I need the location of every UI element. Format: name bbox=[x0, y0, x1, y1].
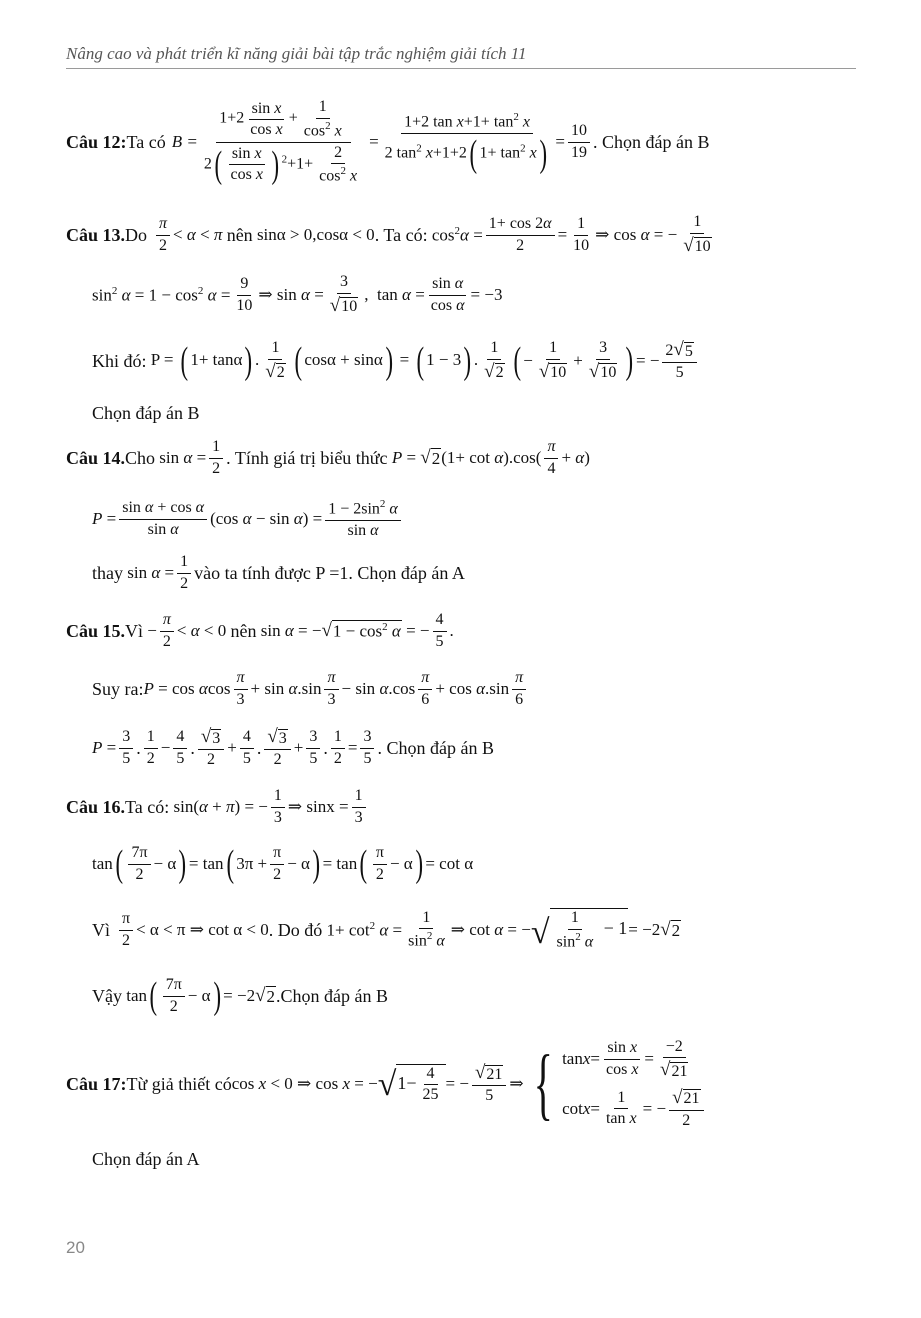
q13-do: Do bbox=[125, 224, 148, 245]
q16-vay: Vậy bbox=[92, 985, 122, 1006]
q15-label: Câu 15. bbox=[66, 620, 126, 641]
q15-line3: P = $\frac{3}{5}$ . 1 2 − $\frac{4}{5}$ . √ 3 2 + $\frac{4}{5}$ . √ 3 2 + $\frac{3}{5}$ . $\frac{1}{2}$ = $\frac{3}{5}$ . Chọn đáp án B bbox=[92, 726, 494, 769]
q16-line4: Vậy tan ( 7π 2 − α ) = −2 √ 2 .Chọn đáp án B bbox=[92, 975, 389, 1017]
q16-line2: tan ( 7π 2 − α ) = tan ( 3π + $\frac{\pi}{2}$ − α ) = tan ( π 2 − α ) = cot α bbox=[92, 843, 474, 885]
q17-line1: Câu 17: Từ giả thiết có cos x < 0 ⇒ cos x = − √ 1− $\frac{4}{25}$ = − √ 21 5 ⇒ { tan x = sin x cos x = −2 √ 21 cot x = 1 tan x = − √ 21 2 bbox=[66, 1032, 707, 1136]
q15-line1: Câu 15. Vì − $\frac{\pi}{2}$ < α < 0 nên sin α = − √ $1 - \cos^2 \alpha$ = − $\frac{4}{5}$ . bbox=[66, 611, 454, 650]
q14-line2: P = $\frac{\text{sin α + cos α}}{\text{sin α}}$ (cos α − sin α) = $\frac{1 - 2\sin^2 \alpha}{\text{sin α}}$ bbox=[92, 496, 404, 542]
q16-label: Câu 16. bbox=[66, 796, 126, 817]
q13-line1: Câu 13. Do π 2 < α < π nên sinα > 0,cosα < 0 . Ta có: $\cos^2\alpha$ = $\frac{1+ \cos 2\alpha}{2}$ = $\frac{1}{10}$ ⇒ cos α = − 1 √ 10 bbox=[66, 213, 711, 256]
q12-label: Câu 12: bbox=[66, 131, 127, 152]
q17-label: Câu 17: bbox=[66, 1073, 127, 1094]
q14-line1: Câu 14. Cho sin α = $\frac{1}{2}$ . Tính giá trị biểu thức P = √ 2 (1+ cot α).cos( π 4 + α) bbox=[66, 438, 590, 477]
q14-vao: vào ta tính được P =1. Chọn đáp án A bbox=[194, 562, 465, 583]
q15-vi: Vì bbox=[125, 620, 144, 641]
q13-ta-co: . Ta có: bbox=[374, 224, 428, 245]
q14-label: Câu 14. bbox=[66, 447, 126, 468]
q16-line3: Vì π 2 < α < π ⇒ cot α < 0 . Do đó $1+ \cot^2 \alpha$ = $\frac{1}{\sin^2 \alpha}$ ⇒ cot α = − √ $\frac{1}{\sin^2 \alpha}$ − 1 = −2 √ 2 bbox=[92, 908, 681, 951]
q16-do-do: . Do đó bbox=[268, 919, 323, 940]
q14-tinh: . Tính giá trị biểu thức bbox=[226, 447, 388, 468]
q13-answer-line bbox=[92, 400, 200, 426]
q13-line2: $\sin^2 \alpha = 1 - \cos^2 \alpha$ = $\frac{9}{10}$ ⇒ sin α = 3 √ 10 , tan α = $\frac{\text{sin α}}{\text{cos α}}$ = −3 bbox=[92, 273, 503, 316]
q16-ta-co: Ta có: bbox=[125, 796, 170, 817]
q13-label: Câu 13. bbox=[66, 224, 126, 245]
q13-khi-do: Khi đó: bbox=[92, 350, 147, 371]
q13-line3: Khi đó: P = ( 1+ tanα) . 1 √ 2 ( cosα + sinα) = ( 1 − 3) . 1 √ 2 ( − 1 √ 10 + 3 √ 10 ) = − 2 √ 5 5 bbox=[92, 336, 700, 386]
q16-answer: .Chọn đáp án B bbox=[276, 985, 389, 1006]
header-rule bbox=[66, 68, 856, 69]
q12-tan-fraction: $\frac{1+2 \tan x+1+ \tan^2 x}{2 \tan^2 x+1+2( 1+ \tan^2 x)}$ bbox=[384, 111, 547, 175]
q12-line: Câu 12: Ta có B = 1+2 $\frac{\text{sin x}}{\text{cos x}}$ + $\frac{1}{\cos^2 x}$ 2( $\frac{\text{sin x}}{\text{cos x}}$ ) $^2$+1+ $\frac{2}{\cos^2 x}$ = $\frac{1+2 \tan x+1+ \tan^2 x}{2 \tan^2 x+1+2( 1+ \tan^2 x)}$ = $\frac{10}{19}$ . Chọn đáp án B bbox=[66, 98, 710, 186]
q12-formula: B = bbox=[171, 132, 198, 151]
q16-vi: Vì bbox=[92, 919, 110, 940]
q14-thay: thay bbox=[92, 562, 123, 583]
q12-intro: Ta có bbox=[126, 131, 166, 152]
q14-cho: Cho bbox=[125, 447, 156, 468]
q15-suy-ra: Suy ra: bbox=[92, 678, 144, 699]
q13-answer: Chọn đáp án B bbox=[92, 402, 200, 423]
q14-line3: thay sin α = $\frac{1}{2}$ vào ta tính được P =1. Chọn đáp án A bbox=[92, 553, 465, 592]
q17-answer-line bbox=[92, 1146, 200, 1172]
q12-big-fraction: 1+2 $\frac{\text{sin x}}{\text{cos x}}$ + $\frac{1}{\cos^2 x}$ 2( $\frac{\text{sin x}}{\text{cos x}}$ ) $^2$+1+ $\frac{2}{\cos^2 x}$ bbox=[203, 98, 358, 186]
q16-line1: Câu 16. Ta có: sin(α + π) = − $\frac{1}{3}$ ⇒ sinx = $\frac{1}{3}$ bbox=[66, 784, 369, 830]
q15-nen: nên bbox=[230, 620, 257, 641]
q17-answer: Chọn đáp án A bbox=[92, 1148, 200, 1169]
running-header: Nâng cao và phát triển kĩ năng giải bài tập trắc nghiệm giải tích 11 bbox=[66, 44, 527, 63]
q13-nen: nên bbox=[226, 224, 253, 245]
q12-answer: . Chọn đáp án B bbox=[592, 131, 710, 152]
q17-intro: Từ giả thiết có bbox=[126, 1073, 232, 1094]
page-number: 20 bbox=[66, 1238, 85, 1257]
q15-answer: . Chọn đáp án B bbox=[377, 737, 494, 758]
q15-line2: Suy ra: P = cos αcos π 3 + sin α.sin π 3 − sin α.cos π 6 + cos α.sin π 6 bbox=[92, 666, 529, 712]
